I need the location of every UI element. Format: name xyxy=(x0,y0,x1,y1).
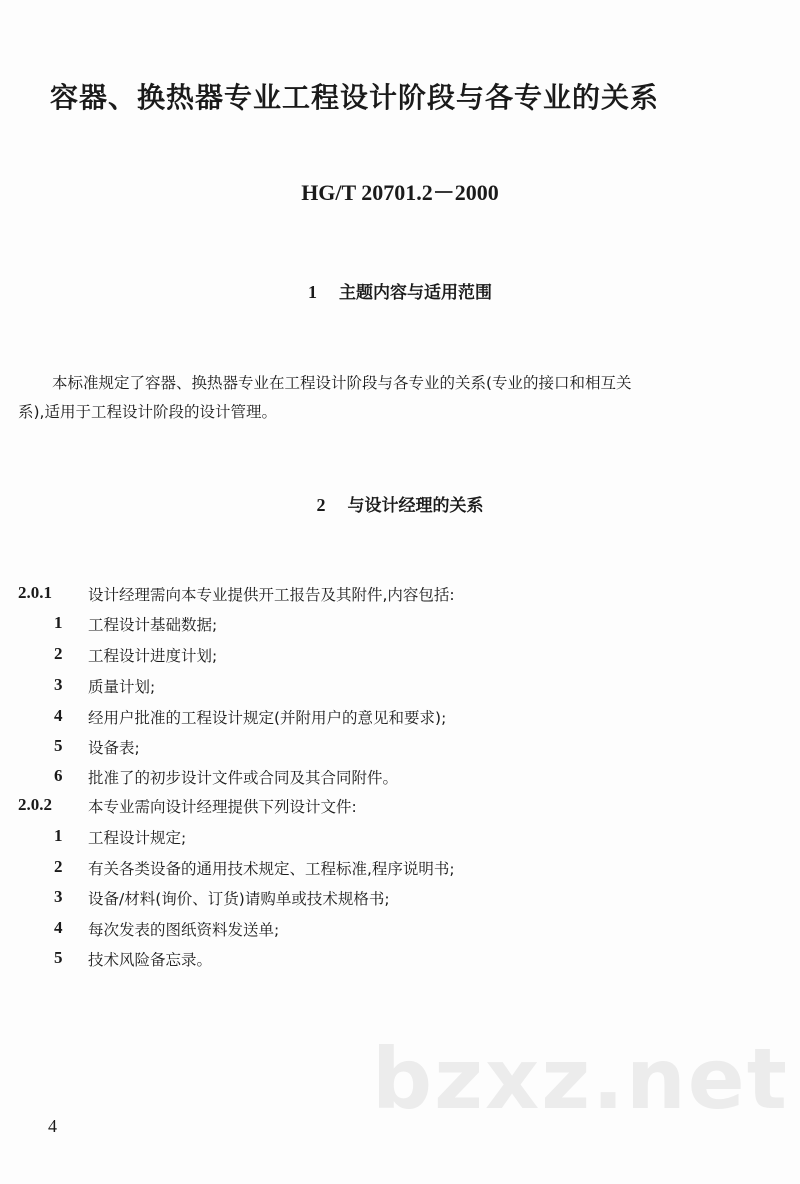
item-text: 每次发表的图纸资料发送单; xyxy=(88,921,280,939)
item-number: 4 xyxy=(54,706,63,725)
item-number: 3 xyxy=(54,887,63,906)
item-number: 5 xyxy=(54,948,63,967)
item-text: 工程设计规定; xyxy=(88,829,187,847)
item-number: 4 xyxy=(54,918,63,937)
clause-text: 本专业需向设计经理提供下列设计文件: xyxy=(88,798,357,816)
item-text: 有关各类设备的通用技术规定、工程标准,程序说明书; xyxy=(88,860,455,878)
section-number: 2 xyxy=(316,495,326,515)
item-text: 经用户批准的工程设计规定(并附用户的意见和要求); xyxy=(88,709,447,727)
clause-number: 2.0.2 xyxy=(18,795,52,814)
item-text: 工程设计基础数据; xyxy=(88,616,218,634)
item-number: 2 xyxy=(54,644,63,663)
item-text: 工程设计进度计划; xyxy=(88,647,218,665)
item-number: 1 xyxy=(54,613,63,632)
clause-text: 设计经理需向本专业提供开工报告及其附件,内容包括: xyxy=(88,586,455,604)
item-text: 设备/材料(询价、订货)请购单或技术规格书; xyxy=(88,890,390,908)
item-text: 设备表; xyxy=(88,739,140,757)
standard-number: HG/T 20701.2－2000 xyxy=(301,180,499,205)
section-2-heading xyxy=(0,491,800,516)
item-text: 质量计划; xyxy=(88,678,156,696)
section-number: 1 xyxy=(308,282,317,302)
item-text: 批准了的初步设计文件或合同及其合同附件。 xyxy=(88,769,399,787)
item-number: 3 xyxy=(54,675,63,694)
item-number: 6 xyxy=(54,766,63,785)
section-1-heading xyxy=(0,278,800,303)
watermark: bzxz.net xyxy=(372,1030,789,1128)
item-number: 2 xyxy=(54,857,63,876)
item-text: 技术风险备忘录。 xyxy=(88,951,213,969)
document-title: 容器、换热器专业工程设计阶段与各专业的关系 xyxy=(50,81,660,114)
page-number: 4 xyxy=(48,1116,57,1136)
scope-paragraph-line-2: 系),适用于工程设计阶段的设计管理。 xyxy=(18,403,277,421)
item-number: 1 xyxy=(54,826,63,845)
scope-paragraph-line-1: 本标准规定了容器、换热器专业在工程设计阶段与各专业的关系(专业的接口和相互关 xyxy=(52,374,632,392)
item-number: 5 xyxy=(54,736,63,755)
section-title: 与设计经理的关系 xyxy=(347,496,484,516)
clause-number: 2.0.1 xyxy=(18,583,52,602)
section-title: 主题内容与适用范围 xyxy=(339,283,492,303)
